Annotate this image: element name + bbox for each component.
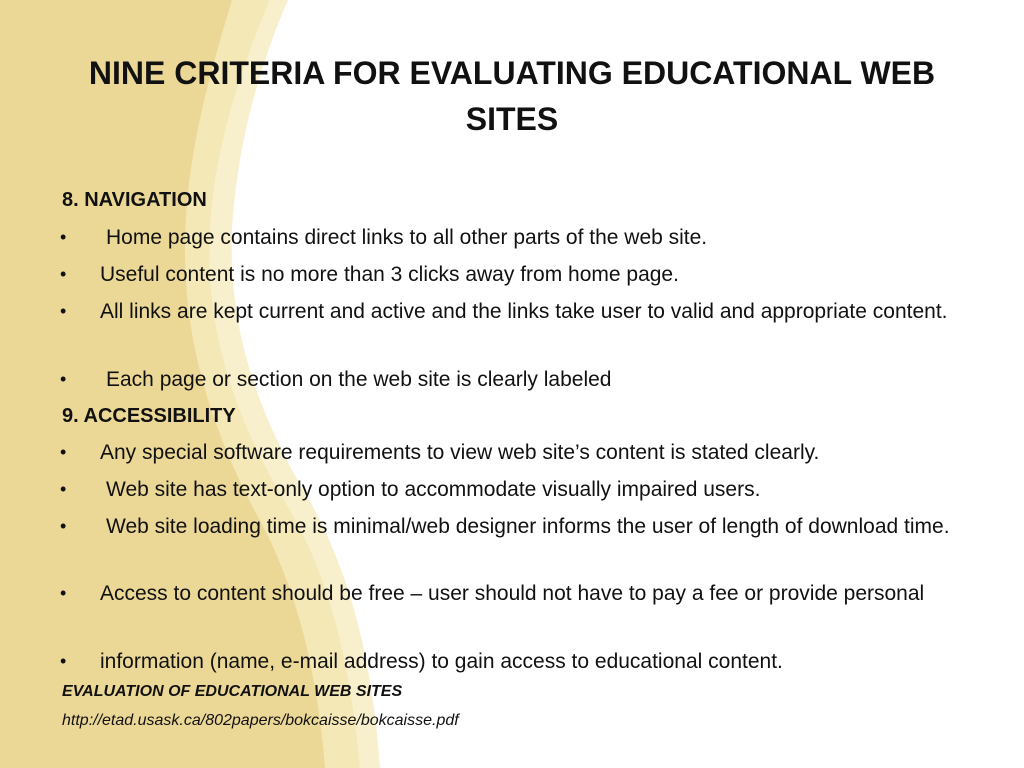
bullet-icon: • [60,442,67,462]
bullet-icon: • [60,301,67,321]
slide-title: NINE CRITERIA FOR EVALUATING EDUCATIONAL WEB SITES [88,55,936,137]
bullet-text: Web site has text-only option to accommodate visually impaired users. [106,478,761,501]
bullet-icon: • [60,479,67,499]
bullet-text: Useful content is no more than 3 clicks away from home page. [100,263,679,286]
bullet-text: Web site loading time is minimal/web designer informs the user of length of download time. [106,515,950,538]
bullet-text: Each page or section on the web site is clearly labeled [106,368,612,391]
section-heading-accessibility: 9. ACCESSIBILITY [62,405,236,427]
citation-url-link[interactable]: http://etad.usask.ca/802papers/bokcaisse/bokcaisse.pdf [62,712,459,729]
bullet-icon: • [60,651,67,671]
citation-title: EVALUATION OF EDUCATIONAL WEB SITES [62,683,403,700]
bullet-text: All links are kept current and active and the links take user to valid and appropriate content. [100,300,948,323]
bullet-text: Any special software requirements to view web site’s content is stated clearly. [100,441,820,464]
bullet-text: information (name, e-mail address) to gain access to educational content. [100,650,783,673]
section-heading-navigation: 8. NAVIGATION [62,189,207,211]
bullet-text: Access to content should be free – user should not have to pay a fee or provide personal [100,582,925,605]
bullet-text: Home page contains direct links to all other parts of the web site. [106,226,708,249]
bullet-icon: • [60,227,67,247]
bullet-icon: • [60,264,67,284]
bullet-icon: • [60,369,67,389]
bullet-icon: • [60,516,67,536]
bullet-icon: • [60,583,67,603]
